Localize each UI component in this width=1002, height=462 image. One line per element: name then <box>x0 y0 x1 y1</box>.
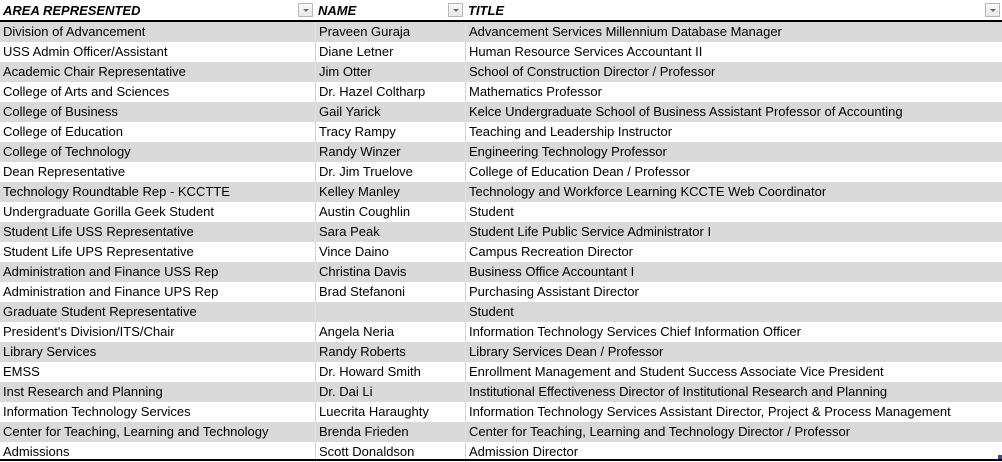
cell-title[interactable]: Kelce Undergraduate School of Business Assistant Professor of Accounting <box>465 102 1002 122</box>
table-row <box>0 302 1002 322</box>
cell-area-represented[interactable]: Student Life USS Representative <box>3 224 194 239</box>
cell-area-represented[interactable]: USS Admin Officer/Assistant <box>3 44 168 59</box>
table-row <box>0 422 1002 442</box>
table-row <box>0 162 1002 182</box>
table-row <box>0 122 1002 142</box>
table-row <box>0 382 1002 402</box>
cell-title[interactable]: Student <box>465 202 1002 222</box>
cell-name[interactable]: Sara Peak <box>315 222 465 242</box>
cell-name[interactable]: Vince Daino <box>315 242 465 262</box>
cell-title[interactable]: Advancement Services Millennium Database Manager <box>465 22 1002 42</box>
cell-title[interactable]: Information Technology Services Chief Information Officer <box>465 322 1002 342</box>
cell-title[interactable]: Campus Recreation Director <box>465 242 1002 262</box>
cell-area-represented[interactable]: Dean Representative <box>3 164 126 179</box>
cell-area-represented[interactable]: Library Services <box>3 344 97 359</box>
cell-title[interactable]: Admission Director <box>465 442 1002 462</box>
cell-name[interactable]: Angela Neria <box>315 322 465 342</box>
cell-area-represented[interactable]: Administration and Finance USS Rep <box>3 264 219 279</box>
cell-title[interactable]: Information Technology Services Assistant Director, Project & Process Management <box>465 402 1002 422</box>
header-title[interactable] <box>465 0 1002 20</box>
cell-title[interactable]: Business Office Accountant I <box>465 262 1002 282</box>
cell-name[interactable]: Dr. Hazel Coltharp <box>315 82 465 102</box>
cell-area-represented[interactable]: Information Technology Services <box>3 404 191 419</box>
cell-title[interactable]: Library Services Dean / Professor <box>465 342 1002 362</box>
cell-name[interactable]: Randy Winzer <box>315 142 465 162</box>
cell-area-represented[interactable]: Center for Teaching, Learning and Technology <box>3 424 269 439</box>
header-label: AREA REPRESENTED <box>3 3 141 18</box>
cell-name[interactable]: Randy Roberts <box>315 342 465 362</box>
cell-title[interactable]: Institutional Effectiveness Director of Institutional Research and Planning <box>465 382 1002 402</box>
cell-name[interactable]: Christina Davis <box>315 262 465 282</box>
table-body <box>0 22 1002 462</box>
cell-title[interactable]: Technology and Workforce Learning KCCTE Web Coordinator <box>465 182 1002 202</box>
table-row <box>0 282 1002 302</box>
cell-title[interactable]: Teaching and Leadership Instructor <box>465 122 1002 142</box>
cell-area-represented[interactable]: College of Business <box>3 104 118 119</box>
table-row <box>0 182 1002 202</box>
cell-title[interactable]: School of Construction Director / Professor <box>465 62 1002 82</box>
cell-name[interactable]: Brenda Frieden <box>315 422 465 442</box>
cell-area-represented[interactable]: Admissions <box>3 444 70 459</box>
cell-title[interactable]: Mathematics Professor <box>465 82 1002 102</box>
cell-area-represented[interactable]: EMSS <box>3 364 40 379</box>
table-row <box>0 322 1002 342</box>
cell-area-represented[interactable]: Student Life UPS Representative <box>3 244 194 259</box>
cell-title[interactable]: Student <box>465 302 1002 322</box>
cell-title[interactable]: Purchasing Assistant Director <box>465 282 1002 302</box>
cell-area-represented[interactable]: Undergraduate Gorilla Geek Student <box>3 204 215 219</box>
cell-area-represented[interactable]: College of Arts and Sciences <box>3 84 170 99</box>
table-row <box>0 142 1002 162</box>
header-label: TITLE <box>468 3 505 18</box>
header-area-represented[interactable] <box>0 0 315 20</box>
cell-name[interactable]: Dr. Jim Truelove <box>315 162 465 182</box>
cell-name[interactable]: Jim Otter <box>315 62 465 82</box>
cell-name[interactable]: Praveen Guraja <box>315 22 465 42</box>
cell-title[interactable]: Human Resource Services Accountant II <box>465 42 1002 62</box>
table-row <box>0 242 1002 262</box>
header-row <box>0 0 1002 22</box>
cell-area-represented[interactable]: College of Education <box>3 124 123 139</box>
cell-area-represented[interactable]: Academic Chair Representative <box>3 64 186 79</box>
table-row <box>0 22 1002 42</box>
cell-name[interactable]: Dr. Dai Li <box>315 382 465 402</box>
table-row <box>0 62 1002 82</box>
cell-area-represented[interactable]: Graduate Student Representative <box>3 304 197 319</box>
cell-name[interactable]: Kelley Manley <box>315 182 465 202</box>
cell-title[interactable]: Enrollment Management and Student Success Associate Vice President <box>465 362 1002 382</box>
cell-name[interactable]: Diane Letner <box>315 42 465 62</box>
table-row <box>0 42 1002 62</box>
table-row <box>0 82 1002 102</box>
table-resize-handle[interactable] <box>998 455 1002 459</box>
cell-title[interactable]: Engineering Technology Professor <box>465 142 1002 162</box>
header-label: NAME <box>318 3 357 18</box>
cell-area-represented[interactable]: President's Division/ITS/Chair <box>3 324 175 339</box>
cell-title[interactable]: Student Life Public Service Administrator I <box>465 222 1002 242</box>
filter-dropdown-icon[interactable] <box>298 3 313 17</box>
table-row <box>0 342 1002 362</box>
cell-area-represented[interactable]: College of Technology <box>3 144 131 159</box>
cell-area-represented[interactable]: Inst Research and Planning <box>3 384 163 399</box>
table-row <box>0 362 1002 382</box>
filter-dropdown-icon[interactable] <box>985 3 1000 17</box>
cell-name[interactable]: Dr. Howard Smith <box>315 362 465 382</box>
table-row <box>0 402 1002 422</box>
table-row <box>0 222 1002 242</box>
table-row <box>0 262 1002 282</box>
header-name[interactable] <box>315 0 465 20</box>
cell-name[interactable]: Austin Coughlin <box>315 202 465 222</box>
table-row <box>0 202 1002 222</box>
table-row <box>0 102 1002 122</box>
filter-dropdown-icon[interactable] <box>448 3 463 17</box>
cell-name[interactable]: Scott Donaldson <box>315 442 465 462</box>
cell-title[interactable]: College of Education Dean / Professor <box>465 162 1002 182</box>
cell-name[interactable]: Brad Stefanoni <box>315 282 465 302</box>
cell-title[interactable]: Center for Teaching, Learning and Technology Director / Professor <box>465 422 1002 442</box>
cell-area-represented[interactable]: Administration and Finance UPS Rep <box>3 284 219 299</box>
cell-name[interactable]: Gail Yarick <box>315 102 465 122</box>
cell-name[interactable]: Luecrita Haraughty <box>315 402 465 422</box>
cell-name[interactable] <box>315 302 465 322</box>
cell-area-represented[interactable]: Division of Advancement <box>3 24 146 39</box>
cell-area-represented[interactable]: Technology Roundtable Rep - KCCTTE <box>3 184 230 199</box>
cell-name[interactable]: Tracy Rampy <box>315 122 465 142</box>
